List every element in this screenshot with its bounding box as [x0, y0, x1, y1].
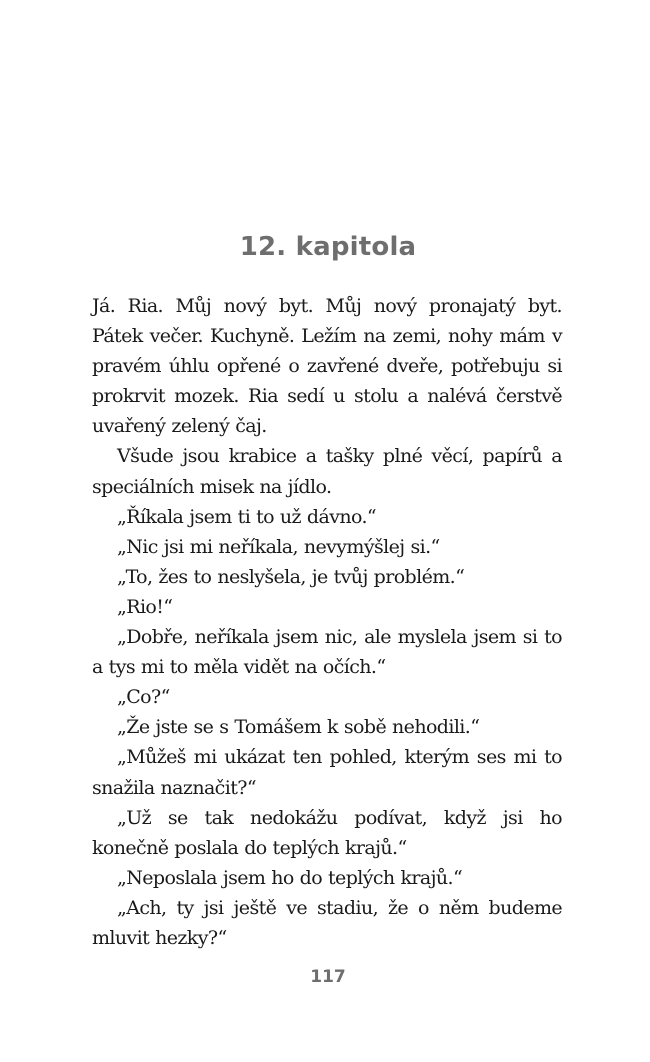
paragraph: „Už se tak nedokážu podívat, když jsi ho konečně poslala do teplých krajů.“: [92, 806, 562, 859]
paragraph: „Rio!“: [117, 595, 173, 618]
paragraph: „Říkala jsem ti to už dávno.“: [117, 505, 377, 528]
paragraph: „Ach, ty jsi ještě ve stadiu, že o něm budeme mluvit hezky?“: [92, 896, 562, 949]
paragraph: „Dobře, neříkala jsem nic, ale myslela jsem si to a tys mi to měla vidět na očích.“: [92, 626, 562, 679]
chapter-title: 12. kapitola: [239, 232, 417, 262]
page-number: 117: [310, 967, 346, 987]
paragraph: „Neposlala jsem ho do teplých krajů.“: [117, 866, 463, 889]
paragraph: „Co?“: [117, 686, 170, 709]
paragraph: „Že jste se s Tomášem k sobě nehodili.“: [117, 716, 480, 739]
paragraph: Všude jsou krabice a tašky plné věcí, papírů a speciálních misek na jídlo.: [92, 445, 562, 498]
body-text: [92, 291, 562, 953]
paragraph: Já. Ria. Můj nový byt. Můj nový pronajatý byt. Pátek večer. Kuchyně. Ležím na zemi, nohy mám v pravém úhlu opřené o zavřené dveře, potřebuju si prokrvit mozek. Ria sedí u stolu a nalévá čerstvě uvařený zelený čaj.: [92, 295, 562, 438]
paragraph: „Můžeš mi ukázat ten pohled, kterým ses mi to snažila naznačit?“: [92, 746, 562, 799]
paragraph: „To, žes to neslyšela, je tvůj problém.“: [117, 565, 465, 588]
paragraph: „Nic jsi mi neříkala, nevymýšlej si.“: [117, 535, 440, 558]
